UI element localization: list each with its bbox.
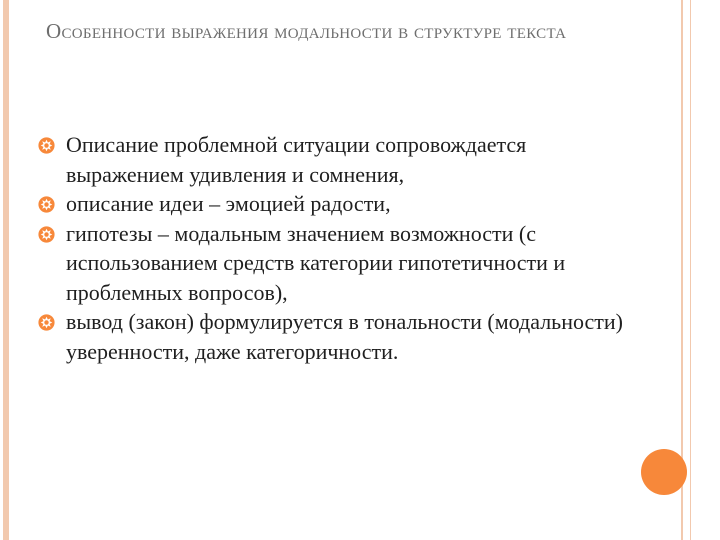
bullet-list (38, 130, 648, 366)
gear-icon (38, 196, 55, 213)
bullet-item (38, 219, 648, 308)
gear-icon (38, 226, 55, 243)
bullet-text: Описание проблемной ситуации сопровождается выражением удивления и сомнения, (66, 132, 527, 187)
gear-icon (38, 314, 55, 331)
bullet-text: описание идеи – эмоцией радости, (66, 191, 391, 216)
slide-title: Особенности выражения модальности в структуре текста (46, 19, 567, 43)
right-border-line-thin (690, 0, 691, 540)
bullet-text: гипотезы – модальным значением возможности (с использованием средств категории гипотетичности и проблемных вопросов), (66, 220, 566, 305)
bullet-text: вывод (закон) формулируется в тональности (модальности) уверенности, даже категоричности. (66, 309, 624, 364)
bullet-item (38, 130, 648, 189)
decorative-circle (641, 449, 687, 495)
gear-icon (38, 137, 55, 154)
bullet-item (38, 189, 648, 219)
bullet-item (38, 307, 648, 366)
left-border-stripe (3, 0, 9, 540)
